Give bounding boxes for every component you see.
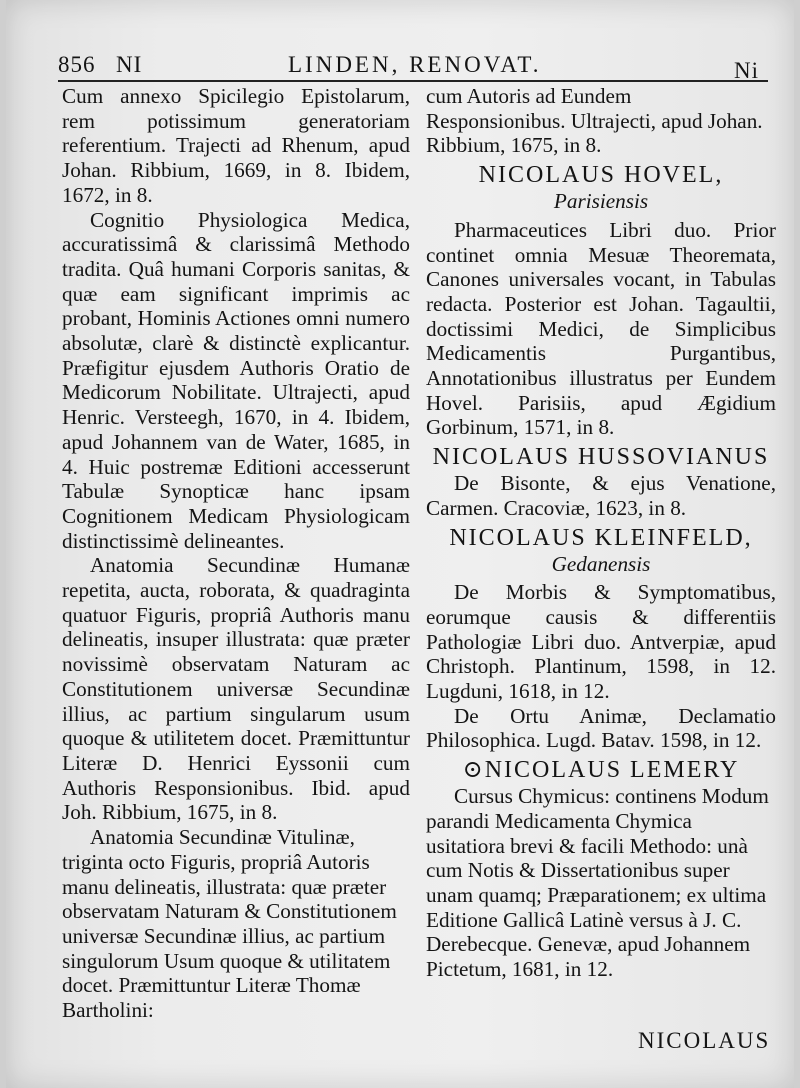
entry-continuation: cum Autoris ad Eundem Responsionibus. Ultrajecti, apud Johan. Ribbium, 1675, in 8. xyxy=(426,84,763,158)
author-heading: NICOLAUS KLEINFELD, xyxy=(449,524,753,551)
page-number: 856 xyxy=(58,52,96,77)
author-heading: ⊙NICOLAUS LEMERY xyxy=(462,757,740,784)
entry-paragraph: De Bisonte, & ejus Venatione, Carmen. Cracoviæ, 1623, in 8. xyxy=(426,471,776,520)
catchword: NICOLAUS xyxy=(638,1028,771,1053)
author-origin: Gedanensis xyxy=(551,551,651,576)
header-rule xyxy=(58,80,768,82)
right-column xyxy=(426,84,776,982)
entry-continuation: Cum annexo Spicilegio Epistolarum, rem potissimum generatoriam referentium. Trajecti ad Rhenum, apud Johan. Ribbium, 1669, in 8. Ibidem, 1672, in 8. xyxy=(62,84,410,207)
left-column xyxy=(62,84,410,1023)
entry-paragraph: De Morbis & Symptomatibus, eorumque causis & differentiis Pathologiæ Libri duo. Antverpiæ, apud Christoph. Plantinum, 1598, in 12. Lugduni, 1618, in 12. xyxy=(426,580,776,704)
entry-paragraph: Pharmaceutices Libri duo. Prior continet omnia Mesuæ Theoremata, Canones universales vocant, in Tabulas redacta. Posterior est Johan. Tagaultii, doctissimi Medici, de Simplicibus Medicamentis Purgantibus, Annotationibus illustratus per Eundem Hovel. Parisiis, apud Ægidium Gorbinum, 1571, in 8. xyxy=(426,217,776,440)
author-heading: NICOLAUS HOVEL, xyxy=(478,162,724,189)
entry-paragraph: Anatomia Secundinæ Humanæ repetita, aucta, roborata, & quadraginta quatuor Figuris, propriâ Authoris manu delineatis, insuper illustrata: quæ præter novissimè observatam Naturam ac Constitutionem universæ Secundinæ illius, ac partium singularum usum quoque & utilitetem docet. Præmittuntur Literæ D. Henrici Eyssonii cum Authoris Responsionibus. Ibid. apud Joh. Ribbium, 1675, in 8. xyxy=(62,553,410,825)
entry-paragraph: Anatomia Secundinæ Vitulinæ, triginta octo Figuris, propriâ Autoris manu delineatis, illustrata: quæ præter observatam Naturam & Constitutionem universæ Secundinæ illius, ac partium singulorum Usum quoque & utilitatem docet. Præmittuntur Literæ Thomæ Bartholini: xyxy=(62,825,397,1023)
entry-paragraph: De Ortu Animæ, Declamatio Philosophica. Lugd. Batav. 1598, in 12. xyxy=(426,703,776,753)
author-origin: Parisiensis xyxy=(553,189,649,214)
entry-paragraph: Cursus Chymicus: continens Modum parandi Medicamenta Chymica usitatiora brevi & facili Methodo: unà cum Notis & Dissertationibus super unam quamq; Præparationem; ex ultima Editione Gallicâ Latinè versus à J. C. Derebecque. Genevæ, apud Johannem Pictetum, 1681, in 12. xyxy=(426,784,769,982)
right-section-letter: Ni xyxy=(734,58,759,83)
book-page xyxy=(6,0,794,1088)
running-head: LINDEN, RENOVAT. xyxy=(288,52,542,77)
author-heading: NICOLAUS HUSSOVIANUS xyxy=(432,444,770,471)
entry-paragraph: Cognitio Physiologica Medica, accuratissimâ & clarissimâ Methodo tradita. Quâ humani Corporis sanitas, & quæ eam significant imprimis ac probant, Hominis Actiones omni numero absolutæ, clarè & distinctè explicantur. Præfigitur ejusdem Authoris Oratio de Medicorum Nobilitate. Ultrajecti, apud Henric. Versteegh, 1670, in 4. Ibidem, apud Johannem van de Water, 1685, in 4. Huic postremæ Editioni accesserunt Tabulæ Synopticæ hanc ipsam Cognitionem Medicam Physiologicam distinctissimè delineantes. xyxy=(62,207,410,553)
left-section-letter: NI xyxy=(116,52,143,77)
page-header xyxy=(58,48,768,82)
